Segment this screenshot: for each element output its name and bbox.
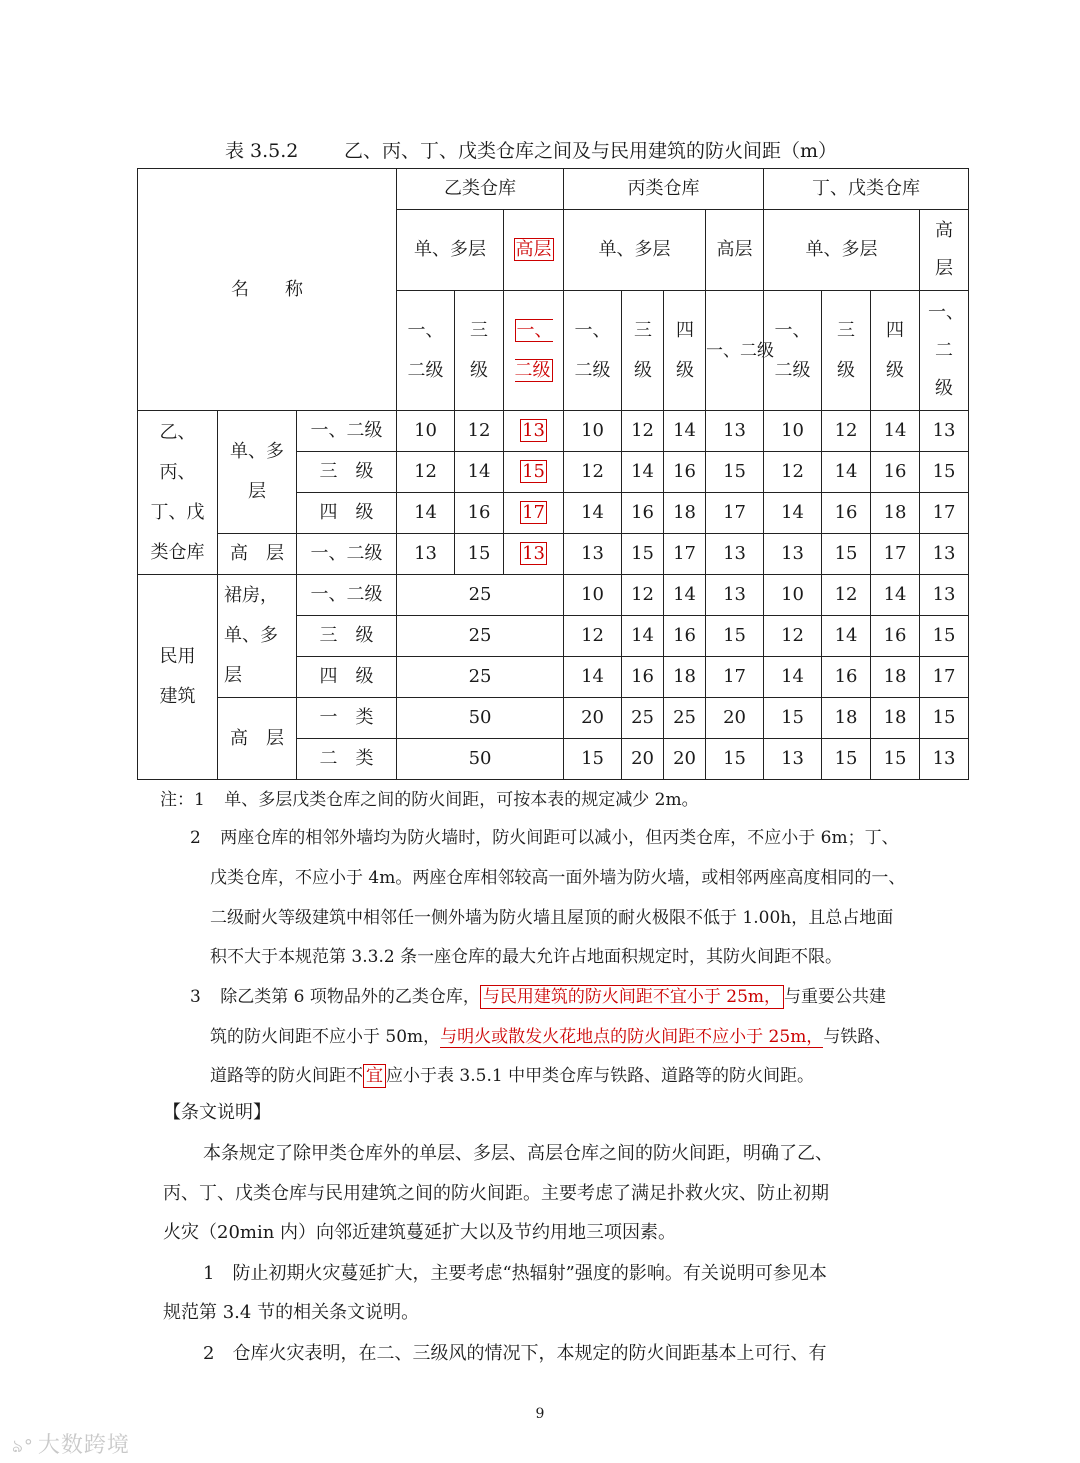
row-label: 一 类 [297, 698, 397, 739]
sub-header-de-multi: 单、多层 [764, 210, 920, 291]
cell: 17 [504, 493, 564, 534]
cell: 20 [564, 698, 622, 739]
cell: 14 [622, 452, 664, 493]
cell: 14 [871, 411, 920, 452]
cell: 25 [397, 575, 564, 616]
cell: 10 [564, 575, 622, 616]
cell: 12 [397, 452, 455, 493]
note-2-line-1: 2 两座仓库的相邻外墙均为防火墙时，防火间距可以减小，但丙类仓库，不应小于 6m；丁、 [190, 828, 899, 848]
cell: 13 [706, 411, 764, 452]
grade-header: 一、二级 [397, 291, 455, 411]
cell: 15 [504, 452, 564, 493]
cell: 14 [871, 575, 920, 616]
cell: 18 [871, 657, 920, 698]
cell: 12 [764, 616, 822, 657]
cell: 15 [706, 452, 764, 493]
cell: 16 [822, 493, 871, 534]
explanation-p3-l1: 2 仓库火灾表明，在二、三级风的情况下，本规定的防火间距基本上可行、有 [203, 1343, 827, 1364]
cell: 13 [920, 534, 969, 575]
cell: 13 [920, 575, 969, 616]
cell: 17 [920, 657, 969, 698]
cell: 17 [706, 657, 764, 698]
cell: 16 [871, 616, 920, 657]
group-header-c: 丙类仓库 [564, 169, 764, 210]
cell: 15 [455, 534, 504, 575]
table-caption: 乙、丙、丁、戊类仓库之间及与民用建筑的防火间距（m） [344, 140, 838, 162]
row-label: 四 级 [297, 493, 397, 534]
cell: 12 [455, 411, 504, 452]
cell: 14 [822, 452, 871, 493]
note-2-line-2: 戊类仓库，不应小于 4m。两座仓库相邻较高一面外墙为防火墙，或相邻两座高度相同的一、 [210, 868, 906, 888]
explanation-p1-l2: 丙、丁、戊类仓库与民用建筑之间的防火间距。主要考虑了满足扑救火灾、防止初期 [163, 1183, 829, 1204]
cell: 13 [504, 534, 564, 575]
cell: 25 [397, 616, 564, 657]
cell: 25 [397, 657, 564, 698]
grade-header: 三级 [622, 291, 664, 411]
cell: 13 [764, 739, 822, 780]
cell: 16 [871, 452, 920, 493]
row-label: 三 级 [297, 616, 397, 657]
row-sub-civil-podium: 裙房，单、多层 [218, 575, 297, 698]
cell: 10 [397, 411, 455, 452]
grade-header: 一、二级 [764, 291, 822, 411]
explanation-p2-l1: 1 防止初期火灾蔓延扩大，主要考虑“热辐射”强度的影响。有关说明可参见本 [203, 1263, 827, 1284]
cell: 13 [706, 534, 764, 575]
cell: 17 [664, 534, 706, 575]
cell: 18 [871, 493, 920, 534]
cell: 14 [397, 493, 455, 534]
explanation-p1-l3: 火灾（20min 内）向邻近建筑蔓延扩大以及节约用地三项因素。 [163, 1222, 677, 1243]
grade-header: 四级 [871, 291, 920, 411]
grade-header: 四级 [664, 291, 706, 411]
cell: 14 [622, 616, 664, 657]
cell: 13 [706, 575, 764, 616]
grade-header: 一、二级 [504, 291, 564, 411]
cell: 13 [920, 411, 969, 452]
cell: 14 [764, 493, 822, 534]
cell: 14 [764, 657, 822, 698]
cell: 10 [764, 575, 822, 616]
cell: 15 [564, 739, 622, 780]
cell: 17 [706, 493, 764, 534]
highlight-box: 宜 [363, 1064, 386, 1088]
cell: 15 [920, 616, 969, 657]
cell: 20 [706, 698, 764, 739]
cell: 13 [397, 534, 455, 575]
page-number: 9 [535, 1406, 545, 1422]
grade-header: 一、二级 [564, 291, 622, 411]
cell: 14 [822, 616, 871, 657]
cell: 13 [920, 739, 969, 780]
row-label: 一、二级 [297, 575, 397, 616]
highlight-underline: 与明火或散发火花地点的防火间距不应小于 25m， [440, 1027, 824, 1047]
cell: 25 [664, 698, 706, 739]
highlight-box: 与民用建筑的防火间距不宜小于 25m， [480, 985, 784, 1009]
cell: 17 [871, 534, 920, 575]
cell: 15 [920, 452, 969, 493]
fire-spacing-table [137, 168, 969, 780]
cell: 13 [564, 534, 622, 575]
cell: 15 [920, 698, 969, 739]
cell: 12 [822, 575, 871, 616]
row-label: 二 类 [297, 739, 397, 780]
note-2-line-4: 积不大于本规范第 3.3.2 条一座仓库的最大允许占地面积规定时，其防火间距不限。 [210, 947, 843, 967]
explanation-p2-l2: 规范第 3.4 节的相关条文说明。 [163, 1302, 420, 1323]
cell: 16 [664, 616, 706, 657]
grade-header: 一、二级 [920, 291, 969, 411]
note-3-line-3: 道路等的防火间距不 宜 应小于表 3.5.1 中甲类仓库与铁路、道路等的防火间距。 [210, 1066, 815, 1086]
cell: 14 [664, 575, 706, 616]
sub-header-b-high: 高层 [504, 210, 564, 291]
row-label: 四 级 [297, 657, 397, 698]
cell: 16 [822, 657, 871, 698]
row-sub-warehouse-multi: 单、多层 [218, 411, 297, 534]
cell: 14 [455, 452, 504, 493]
cell: 15 [622, 534, 664, 575]
grade-header: 一、二级 [706, 291, 764, 411]
cell: 16 [455, 493, 504, 534]
sub-header-c-multi: 单、多层 [564, 210, 706, 291]
cell: 14 [564, 493, 622, 534]
cell: 50 [397, 739, 564, 780]
cell: 13 [764, 534, 822, 575]
sub-header-de-high: 高层 [920, 210, 969, 291]
note-3-line-2: 筑的防火间距不应小于 50m，与明火或散发火花地点的防火间距不应小于 25m，与铁路、 [210, 1027, 892, 1047]
note-1: 注：1 单、多层戊类仓库之间的防火间距，可按本表的规定减少 2m。 [160, 790, 699, 810]
watermark: ঌ° 大数跨境 [12, 1428, 130, 1463]
cell: 12 [764, 452, 822, 493]
cell: 20 [664, 739, 706, 780]
cell: 15 [764, 698, 822, 739]
cell: 15 [822, 534, 871, 575]
cell: 10 [764, 411, 822, 452]
cell: 13 [504, 411, 564, 452]
cell: 15 [706, 616, 764, 657]
explanation-p1-l1: 本条规定了除甲类仓库外的单层、多层、高层仓库之间的防火间距，明确了乙、 [203, 1143, 833, 1164]
cell: 17 [920, 493, 969, 534]
cell: 12 [564, 616, 622, 657]
cell: 12 [564, 452, 622, 493]
cell: 18 [822, 698, 871, 739]
cell: 15 [706, 739, 764, 780]
cell: 15 [871, 739, 920, 780]
cell: 18 [664, 657, 706, 698]
sub-header-b-multi: 单、多层 [397, 210, 504, 291]
row-group-warehouse: 乙、丙、丁、戊类仓库 [138, 411, 218, 575]
cell: 14 [564, 657, 622, 698]
cell: 15 [822, 739, 871, 780]
row-label: 三 级 [297, 452, 397, 493]
cell: 25 [622, 698, 664, 739]
cell: 16 [622, 657, 664, 698]
cell: 50 [397, 698, 564, 739]
cell: 16 [622, 493, 664, 534]
explanation-heading: 【条文说明】 [163, 1102, 271, 1123]
cell: 12 [622, 411, 664, 452]
grade-header: 三级 [822, 291, 871, 411]
cell: 18 [664, 493, 706, 534]
cell: 18 [871, 698, 920, 739]
row-group-civil: 民用建筑 [138, 575, 218, 780]
row-sub-warehouse-high: 高 层 [218, 534, 297, 575]
group-header-b: 乙类仓库 [397, 169, 564, 210]
cell: 20 [622, 739, 664, 780]
cell: 12 [822, 411, 871, 452]
group-header-de: 丁、戊类仓库 [764, 169, 969, 210]
grade-header: 三级 [455, 291, 504, 411]
sub-header-c-high: 高层 [706, 210, 764, 291]
cell: 12 [622, 575, 664, 616]
note-2-line-3: 二级耐火等级建筑中相邻任一侧外墙为防火墙且屋顶的耐火极限不低于 1.00h，且总占地面 [210, 908, 894, 928]
cell: 10 [564, 411, 622, 452]
cell: 14 [664, 411, 706, 452]
table-title [137, 136, 967, 166]
table-number: 表 3.5.2 [225, 140, 299, 162]
row-label: 一、二级 [297, 411, 397, 452]
row-sub-civil-high: 高 层 [218, 698, 297, 780]
note-3-line-1: 3 除乙类第 6 项物品外的乙类仓库， 与民用建筑的防火间距不宜小于 25m， 与重要公共建 [190, 987, 887, 1007]
row-label: 一、二级 [297, 534, 397, 575]
name-header: 名 称 [138, 169, 397, 411]
watermark-logo-icon: ঌ° [12, 1436, 34, 1457]
cell: 16 [664, 452, 706, 493]
